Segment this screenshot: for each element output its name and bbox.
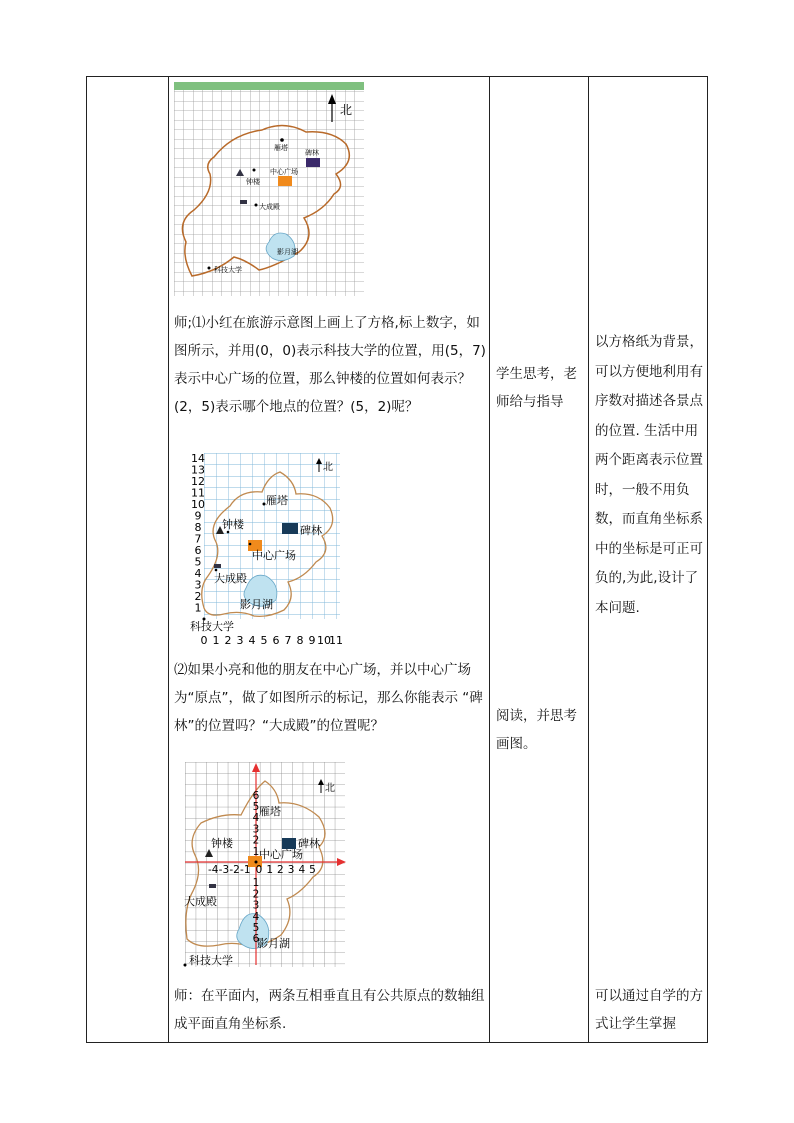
y-tick-label: 11 (191, 486, 205, 500)
zhonglou-point (253, 169, 256, 172)
coordinate-map-figure-3 (181, 759, 349, 971)
zhonglou-label: 钟楼 (222, 518, 244, 531)
dachengdian-marker (214, 564, 221, 568)
north-label: 北 (323, 462, 333, 473)
y-tick-label-negative: 4 (252, 910, 260, 923)
y-tick-label: 7 (194, 532, 202, 546)
x-tick-label: 11 (329, 634, 343, 647)
x-tick-label-negative: -3 (218, 864, 230, 876)
x-tick-label-positive: 4 (298, 864, 306, 876)
table-border (86, 76, 708, 77)
y-tick-label: 6 (194, 544, 202, 557)
keji-label: 科技大学 (214, 266, 242, 274)
y-tick-label-positive: 4 (252, 812, 260, 825)
x-tick-label-negative: -1 (240, 864, 251, 876)
table-border (86, 76, 87, 1043)
beilin-label: 碑林 (300, 524, 322, 537)
beilin-label: 碑林 (298, 837, 320, 850)
x-tick-label: 9 (308, 634, 316, 647)
y-tick-label-negative: 3 (252, 899, 260, 912)
zhongxin-point (249, 543, 252, 546)
y-tick-label-positive: 6 (252, 789, 260, 802)
yanta-marker (280, 138, 284, 142)
y-tick-label: 2 (194, 590, 202, 603)
x-tick-label: 10 (317, 634, 331, 647)
yingyuehu-label: 影月湖 (277, 248, 298, 256)
dachengdian-label: 大成殿 (214, 572, 247, 585)
x-tick-label: 0 (200, 634, 208, 647)
y-tick-label-negative: 5 (252, 922, 260, 934)
beilin-label: 碑林 (305, 149, 319, 157)
y-tick-label-positive: 3 (252, 823, 260, 836)
y-tick-label: 14 (191, 452, 205, 465)
yanta-label: 雁塔 (259, 805, 281, 818)
student-activity-2: 阅读，并思考画图。 (496, 708, 577, 752)
x-tick-label-positive: 3 (287, 864, 295, 876)
beilin-marker (282, 523, 298, 534)
student-activity-1: 学生思考，老师给与指导 (496, 366, 577, 410)
x-tick-label: 5 (260, 634, 268, 647)
tour-map-figure-1 (174, 82, 369, 300)
x-tick-label-positive: 5 (309, 864, 316, 876)
dachengdian-label: 大成殿 (184, 895, 217, 908)
yanta-label: 雁塔 (266, 494, 288, 507)
y-tick-label-negative: 2 (252, 888, 260, 901)
yingyuehu-label: 影月湖 (240, 598, 273, 611)
dachengdian-point (255, 204, 258, 207)
x-tick-label-negative: -4 (207, 864, 219, 876)
north-label: 北 (340, 103, 353, 117)
zhonglou-label: 钟楼 (246, 178, 260, 186)
x-tick-label-positive: 1 (266, 864, 274, 876)
north-label: 北 (325, 783, 335, 794)
x-tick-label: 4 (248, 634, 256, 647)
y-tick-label-positive: 1 (252, 845, 260, 858)
y-tick-label: 9 (194, 509, 202, 523)
teacher-question-1: 师;⑴小红在旅游示意图上画上了方格,标上数字，如图所示，并用(0，0)表示科技大学的位置，用(5，7)表示中心广场的位置，那么钟楼的位置如何表示？(2，5)表示哪个地点的位置？(5，2)呢？ (174, 315, 486, 415)
zhonglou-label: 钟楼 (211, 837, 233, 850)
y-tick-label: 1 (194, 601, 202, 615)
beilin-marker (306, 158, 320, 167)
table-divider (588, 76, 589, 1043)
lesson-table (86, 76, 708, 1043)
yingyuehu-label: 影月湖 (257, 937, 290, 950)
y-tick-label-negative: 6 (252, 933, 260, 946)
y-tick-label-positive: 2 (252, 834, 260, 847)
design-intent-1: 以方格纸为背景，可以方便地利用有序数对描述各景点的位置. 生活中用两个距离表示位置时，一般不用负数，而直角坐标系中的坐标是可正可负的,为此,设计了本问题. (595, 334, 703, 616)
x-tick-label: 6 (272, 634, 280, 647)
x-tick-label: 2 (224, 634, 232, 647)
teacher-definition: 师：在平面内，两条互相垂直且有公共原点的数轴组成平面直角坐标系. (174, 988, 485, 1032)
x-tick-label: 3 (236, 634, 244, 647)
dachengdian-point (215, 569, 218, 572)
x-tick-label-negative: -2 (229, 864, 240, 876)
x-tick-label: 7 (284, 634, 292, 647)
zhongxin-label: 中心广场 (259, 848, 303, 861)
y-tick-label: 10 (191, 498, 205, 511)
x-axis-ticks (201, 634, 344, 647)
table-divider (168, 76, 169, 1043)
zhongxin-label: 中心广场 (270, 168, 298, 176)
x-tick-label: 1 (212, 634, 220, 647)
map-top-strip (174, 82, 364, 90)
keji-point (184, 964, 187, 967)
zhongxin-marker (278, 176, 292, 186)
y-tick-label-negative: 1 (252, 877, 260, 890)
x-tick-label-positive: 2 (277, 864, 284, 876)
dachengdian-label: 大成殿 (259, 203, 280, 211)
table-divider (489, 76, 490, 1043)
y-tick-label: 4 (194, 567, 202, 580)
teacher-question-2: ⑵如果小亮和他的朋友在中心广场，并以中心广场为“原点”，做了如图所示的标记，那么你能表示 “碑林”的位置吗？“大成殿”的位置呢？ (174, 662, 483, 734)
keji-label: 科技大学 (189, 954, 233, 967)
dachengdian-marker (209, 884, 216, 888)
y-axis-ticks (191, 452, 205, 615)
dachengdian-marker (240, 200, 247, 204)
table-border (86, 1042, 708, 1043)
y-tick-label: 3 (194, 578, 202, 592)
design-intent-2: 可以通过自学的方式让学生掌握 (595, 988, 703, 1032)
yanta-label: 雁塔 (274, 144, 288, 152)
y-tick-label-positive: 5 (252, 801, 260, 813)
x-tick-label: 8 (296, 634, 304, 647)
keji-label: 科技大学 (190, 620, 234, 633)
table-border (707, 76, 708, 1043)
y-tick-label: 8 (194, 521, 202, 534)
tour-map-figure-2 (184, 448, 359, 648)
zhongxin-label: 中心广场 (252, 549, 296, 562)
keji-point (208, 267, 211, 270)
y-tick-label: 12 (191, 475, 205, 488)
y-tick-label: 13 (191, 463, 205, 477)
y-tick-label: 5 (194, 555, 202, 569)
x-tick-label-positive: 0 (255, 864, 263, 876)
zhonglou-point (227, 531, 230, 534)
